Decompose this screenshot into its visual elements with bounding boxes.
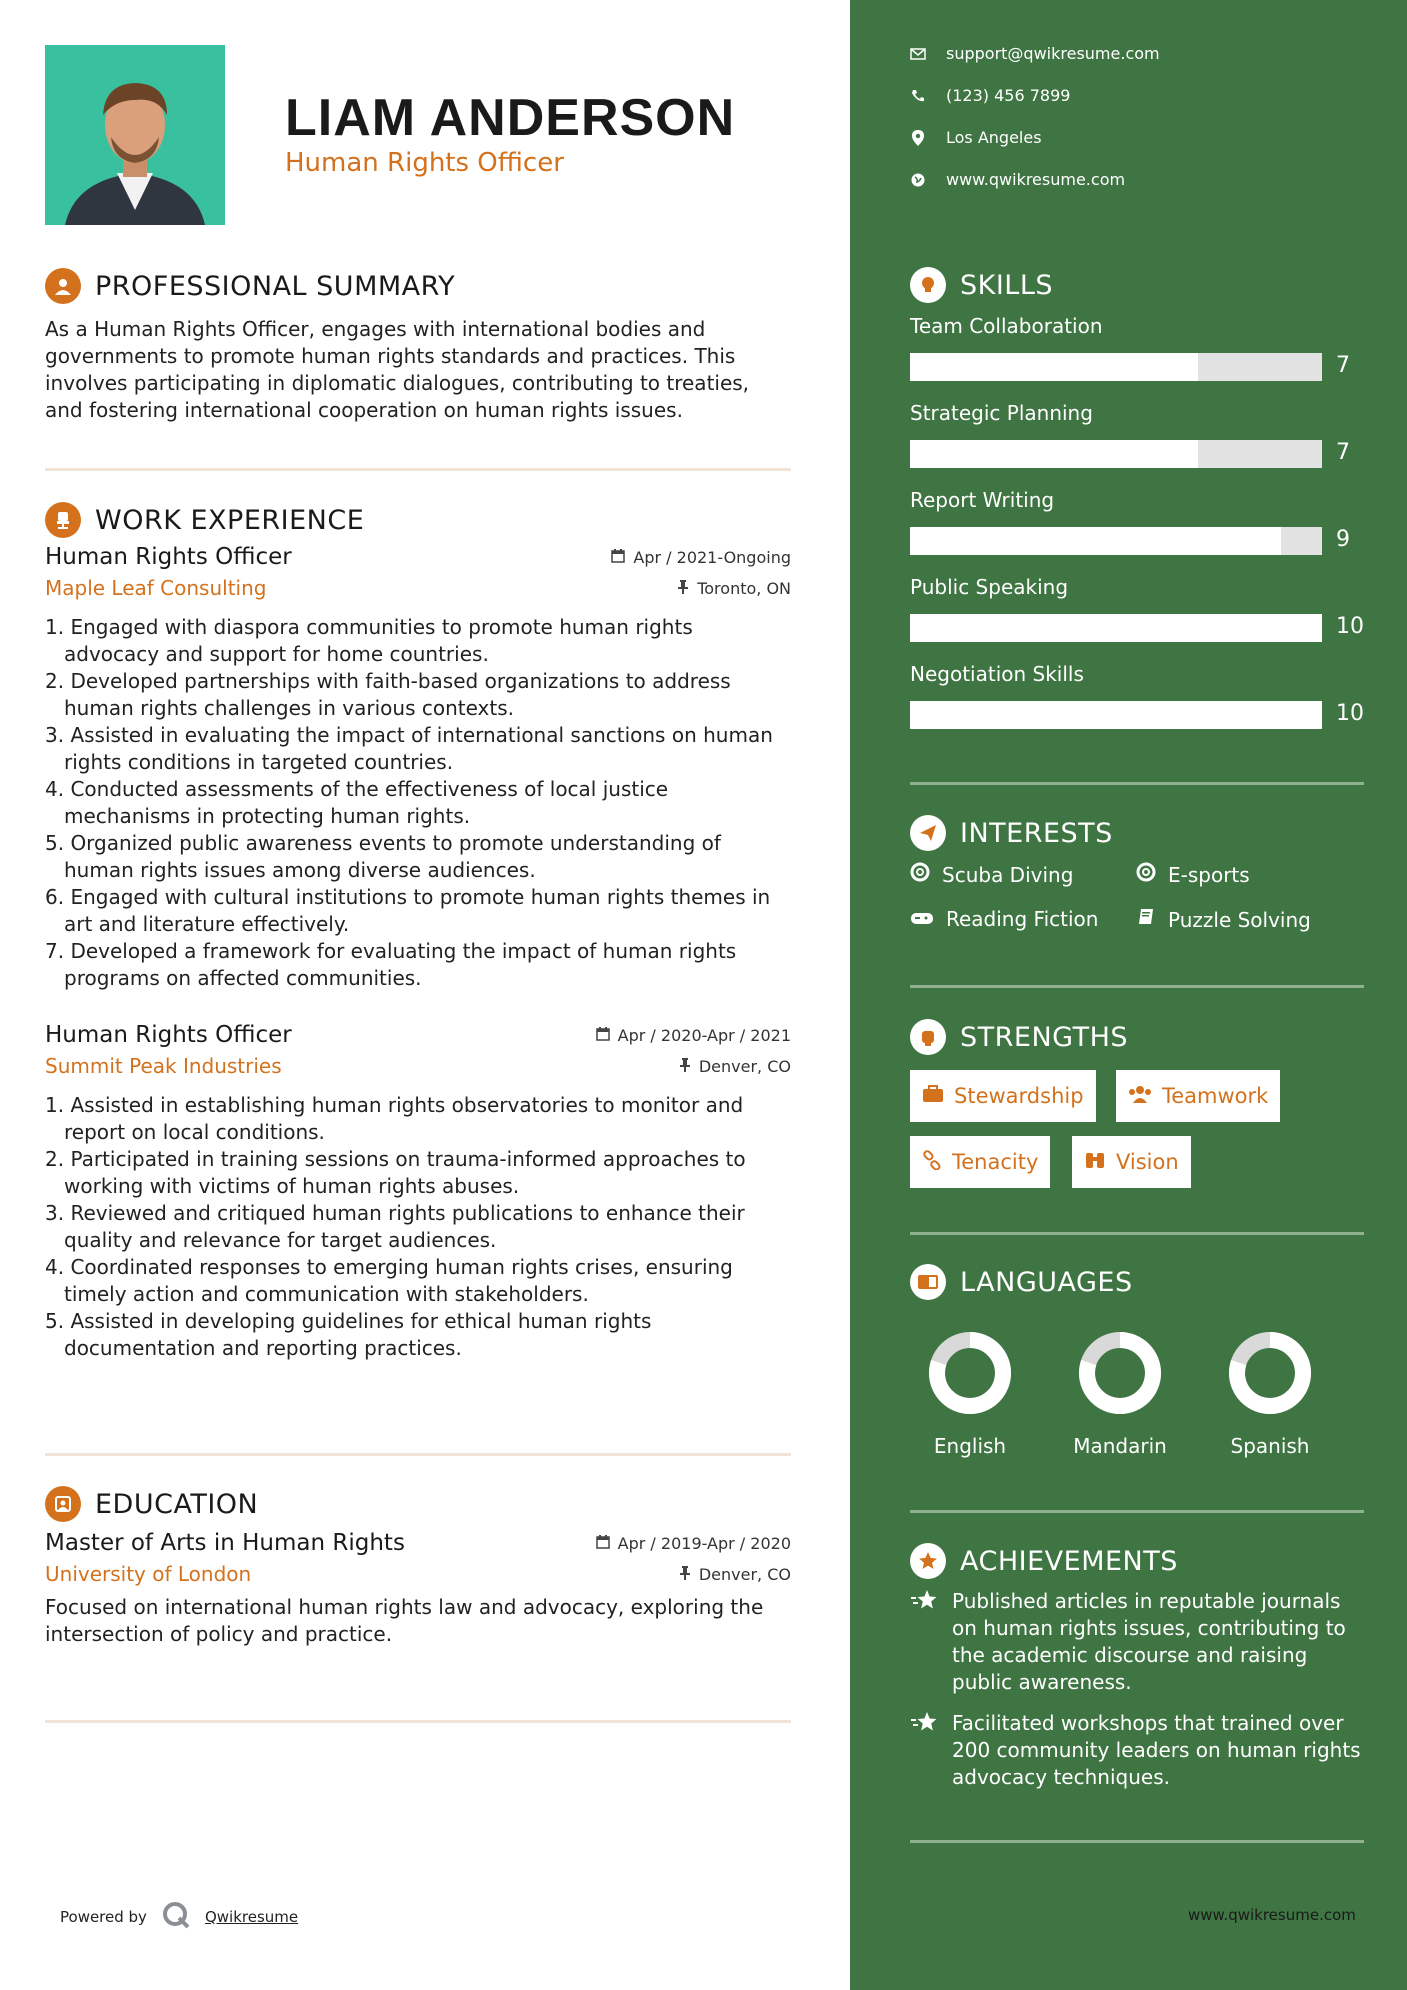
education-dates: Apr / 2019-Apr / 2020 bbox=[596, 1534, 791, 1553]
interests-header bbox=[910, 815, 1113, 851]
user-icon bbox=[45, 268, 81, 304]
divider bbox=[45, 1453, 791, 1456]
job-duties bbox=[45, 1092, 791, 1362]
footer-website[interactable]: www.qwikresume.com bbox=[1188, 1906, 1356, 1924]
language-label: Spanish bbox=[1230, 1434, 1310, 1458]
job-company: Maple Leaf Consulting bbox=[45, 576, 267, 600]
duty-item: 4. Coordinated responses to emerging human rights crises, ensuring timely action and communication with stakeholders. bbox=[45, 1255, 733, 1306]
summary-section bbox=[45, 266, 791, 424]
skill-value: 9 bbox=[1336, 527, 1350, 552]
language-label: English bbox=[933, 1434, 1007, 1458]
globe-icon bbox=[910, 172, 926, 188]
achievement-item: Published articles in reputable journals on human rights issues, contributing to the academic discourse and raising public awareness. bbox=[910, 1588, 1370, 1696]
achievements-header bbox=[910, 1543, 1178, 1579]
book-icon bbox=[1136, 907, 1156, 932]
users-icon bbox=[1128, 1084, 1152, 1108]
job-dates: Apr / 2020-Apr / 2021 bbox=[596, 1026, 791, 1045]
education-text: Focused on international human rights law and advocacy, exploring the intersection of policy and practice. bbox=[45, 1595, 764, 1646]
job-duties bbox=[45, 614, 791, 992]
chair-icon bbox=[45, 502, 81, 538]
duty-item: 6. Engaged with cultural institutions to promote human rights themes in art and literature effectively. bbox=[45, 885, 771, 936]
translate-icon bbox=[910, 1264, 946, 1300]
skill-label: Report Writing bbox=[910, 488, 1055, 512]
phone-icon bbox=[910, 88, 926, 104]
qwikresume-logo-icon bbox=[161, 1900, 191, 1934]
candidate-title: Human Rights Officer bbox=[285, 148, 564, 178]
job-position: Human Rights Officer bbox=[45, 544, 292, 570]
job-location: Toronto, ON bbox=[677, 579, 791, 598]
skill-bar-fill bbox=[910, 614, 1322, 642]
achievements-heading: ACHIEVEMENTS bbox=[960, 1545, 1178, 1577]
experience-section bbox=[45, 500, 791, 1362]
duty-item: 2. Developed partnerships with faith-based organizations to address human rights challenges in various contexts. bbox=[45, 669, 731, 720]
skill-bar bbox=[910, 440, 1322, 468]
languages-heading: LANGUAGES bbox=[960, 1266, 1133, 1298]
job-location: Denver, CO bbox=[679, 1057, 791, 1076]
profile-photo bbox=[45, 45, 225, 225]
thumbtack-icon bbox=[677, 579, 689, 598]
degree: Master of Arts in Human Rights bbox=[45, 1530, 405, 1556]
envelope-icon bbox=[910, 46, 926, 62]
language-item bbox=[1210, 1328, 1330, 1458]
briefcase-icon bbox=[922, 1084, 944, 1108]
calendar-icon bbox=[596, 1534, 610, 1553]
strengths-header bbox=[910, 1019, 1128, 1055]
job-company: Summit Peak Industries bbox=[45, 1054, 282, 1078]
divider bbox=[910, 1840, 1364, 1843]
skill-bar bbox=[910, 614, 1322, 642]
skill-label: Negotiation Skills bbox=[910, 662, 1084, 686]
summary-heading: PROFESSIONAL SUMMARY bbox=[95, 270, 456, 302]
job-dates: Apr / 2021-Ongoing bbox=[611, 548, 791, 567]
strength-tag: Vision bbox=[1072, 1136, 1191, 1188]
map-pin-icon bbox=[910, 130, 926, 146]
strength-tag: Tenacity bbox=[910, 1136, 1050, 1188]
skill-bar-fill bbox=[910, 527, 1281, 555]
interest-item: E-sports bbox=[1136, 862, 1250, 887]
skill-value: 10 bbox=[1336, 701, 1364, 726]
duty-item: 3. Assisted in evaluating the impact of international sanctions on human rights conditions in targeted countries. bbox=[45, 723, 773, 774]
interest-item: Scuba Diving bbox=[910, 862, 1073, 887]
skill-label: Public Speaking bbox=[910, 575, 1069, 599]
lightbulb-icon bbox=[910, 267, 946, 303]
education-location: Denver, CO bbox=[679, 1565, 791, 1584]
strength-tag: Teamwork bbox=[1116, 1070, 1280, 1122]
divider bbox=[45, 1720, 791, 1723]
skill-bar-fill bbox=[910, 353, 1198, 381]
duty-item: 7. Developed a framework for evaluating the impact of human rights programs on affected communities. bbox=[45, 939, 737, 990]
language-item bbox=[1060, 1328, 1180, 1458]
interest-item: Puzzle Solving bbox=[1136, 907, 1311, 932]
skill-label: Team Collaboration bbox=[910, 314, 1103, 338]
skill-bar-fill bbox=[910, 701, 1322, 729]
skills-heading: SKILLS bbox=[960, 269, 1054, 301]
skill-value: 10 bbox=[1336, 614, 1364, 639]
binoculars-icon bbox=[1084, 1150, 1106, 1175]
candidate-name: LIAM ANDERSON bbox=[285, 89, 736, 147]
duty-item: 1. Assisted in establishing human rights observatories to monitor and report on local conditions. bbox=[45, 1093, 744, 1144]
star-icon bbox=[910, 1710, 940, 1791]
divider bbox=[910, 1232, 1364, 1235]
job-entry bbox=[45, 544, 791, 992]
calendar-icon bbox=[596, 1026, 610, 1045]
thumbtack-icon bbox=[679, 1057, 691, 1076]
fist-icon bbox=[910, 1019, 946, 1055]
contact-website[interactable]: www.qwikresume.com bbox=[910, 170, 1125, 189]
thumbtack-icon bbox=[679, 1565, 691, 1584]
contact-email[interactable]: support@qwikresume.com bbox=[910, 44, 1160, 63]
education-section bbox=[45, 1484, 791, 1648]
languages-header bbox=[910, 1264, 1133, 1300]
divider bbox=[910, 782, 1364, 785]
duty-item: 3. Reviewed and critiqued human rights publications to enhance their quality and relevance for target audiences. bbox=[45, 1201, 745, 1252]
achievement-item: Facilitated workshops that trained over 200 community leaders on human rights advocacy techniques. bbox=[910, 1710, 1370, 1791]
strengths-heading: STRENGTHS bbox=[960, 1021, 1129, 1053]
brand-link[interactable]: Qwikresume bbox=[204, 1908, 299, 1926]
calendar-icon bbox=[611, 548, 625, 567]
star-icon bbox=[910, 1543, 946, 1579]
skill-bar bbox=[910, 353, 1322, 381]
skill-bar bbox=[910, 527, 1322, 555]
summary-text: As a Human Rights Officer, engages with international bodies and governments to promote human rights standards and practices. This involves participating in diplomatic dialogues, contributing to treaties, and fostering international cooperation on human rights issues. bbox=[45, 317, 750, 422]
skill-bar bbox=[910, 701, 1322, 729]
skill-label: Strategic Planning bbox=[910, 401, 1093, 425]
strength-tag: Stewardship bbox=[910, 1070, 1096, 1122]
gamepad-icon bbox=[910, 907, 934, 931]
language-donut bbox=[1075, 1328, 1165, 1418]
star-icon bbox=[910, 1588, 940, 1696]
language-donut bbox=[925, 1328, 1015, 1418]
education-heading: EDUCATION bbox=[95, 1488, 259, 1520]
skill-value: 7 bbox=[1336, 353, 1350, 378]
duty-item: 1. Engaged with diaspora communities to promote human rights advocacy and support for home countries. bbox=[45, 615, 693, 666]
duty-item: 4. Conducted assessments of the effectiveness of local justice mechanisms in protecting human rights. bbox=[45, 777, 669, 828]
skills-header bbox=[910, 267, 1053, 303]
duty-item: 2. Participated in training sessions on trauma-informed approaches to working with victims of human rights abuses. bbox=[45, 1147, 746, 1198]
divider bbox=[910, 1510, 1364, 1513]
skill-value: 7 bbox=[1336, 440, 1350, 465]
job-entry bbox=[45, 1022, 791, 1362]
contact-location: Los Angeles bbox=[910, 128, 1042, 147]
duty-item: 5. Assisted in developing guidelines for ethical human rights documentation and reporting practices. bbox=[45, 1309, 652, 1360]
school: University of London bbox=[45, 1562, 252, 1586]
powered-by: Powered by Qwikresume bbox=[60, 1900, 298, 1934]
job-position: Human Rights Officer bbox=[45, 1022, 292, 1048]
graduation-cap-icon bbox=[45, 1486, 81, 1522]
paper-plane-icon bbox=[910, 815, 946, 851]
divider bbox=[45, 468, 791, 471]
language-donut bbox=[1225, 1328, 1315, 1418]
interests-heading: INTERESTS bbox=[960, 817, 1113, 849]
education-entry bbox=[45, 1530, 791, 1648]
life-ring-icon bbox=[1136, 862, 1156, 887]
duty-item: 5. Organized public awareness events to promote understanding of human rights issues among diverse audiences. bbox=[45, 831, 721, 882]
life-ring-icon bbox=[910, 862, 930, 887]
language-label: Mandarin bbox=[1073, 1434, 1167, 1458]
divider bbox=[910, 985, 1364, 988]
skill-bar-fill bbox=[910, 440, 1198, 468]
link-icon bbox=[922, 1150, 942, 1175]
contact-phone[interactable]: (123) 456 7899 bbox=[910, 86, 1070, 105]
language-item bbox=[910, 1328, 1030, 1458]
interest-item: Reading Fiction bbox=[910, 907, 1098, 931]
experience-heading: WORK EXPERIENCE bbox=[95, 504, 365, 536]
